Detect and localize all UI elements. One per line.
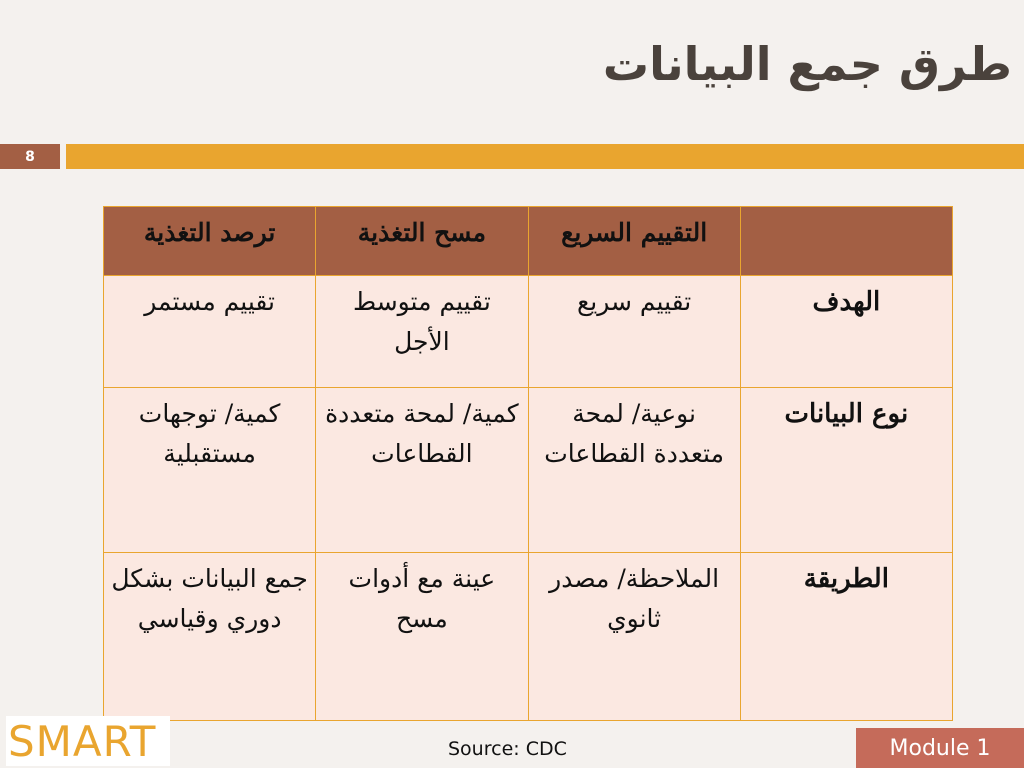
table-cell: تقييم مستمر (104, 276, 316, 388)
row-label-method: الطريقة (740, 553, 952, 721)
source-note: Source: CDC (448, 738, 567, 760)
header-cell-nutrition-survey: مسح التغذية (316, 207, 528, 276)
header-cell-empty (740, 207, 952, 276)
header-cell-nutrition-surveillance: ترصد التغذية (104, 207, 316, 276)
table-cell: كمية/ توجهات مستقبلية (104, 387, 316, 553)
methods-table (103, 206, 953, 721)
header-cell-rapid-assessment: التقييم السريع (528, 207, 740, 276)
table-cell: نوعية/ لمحة متعددة القطاعات (528, 387, 740, 553)
smart-logo-text: SMART (8, 717, 157, 766)
table-row (104, 276, 953, 388)
accent-bar (66, 144, 1024, 169)
table-cell: الملاحظة/ مصدر ثانوي (528, 553, 740, 721)
table-cell: عينة مع أدوات مسح (316, 553, 528, 721)
smart-logo (6, 716, 170, 766)
table-cell: جمع البيانات بشكل دوري وقياسي (104, 553, 316, 721)
table-cell: تقييم سريع (528, 276, 740, 388)
row-label-data-type: نوع البيانات (740, 387, 952, 553)
page-number: 8 (0, 144, 60, 169)
table-cell: كمية/ لمحة متعددة القطاعات (316, 387, 528, 553)
table-cell: تقييم متوسط الأجل (316, 276, 528, 388)
table-row (104, 553, 953, 721)
slide-title: طرق جمع البيانات (602, 37, 1012, 91)
row-label-objective: الهدف (740, 276, 952, 388)
table-row (104, 387, 953, 553)
table-header-row (104, 207, 953, 276)
module-badge: Module 1 (856, 728, 1024, 768)
